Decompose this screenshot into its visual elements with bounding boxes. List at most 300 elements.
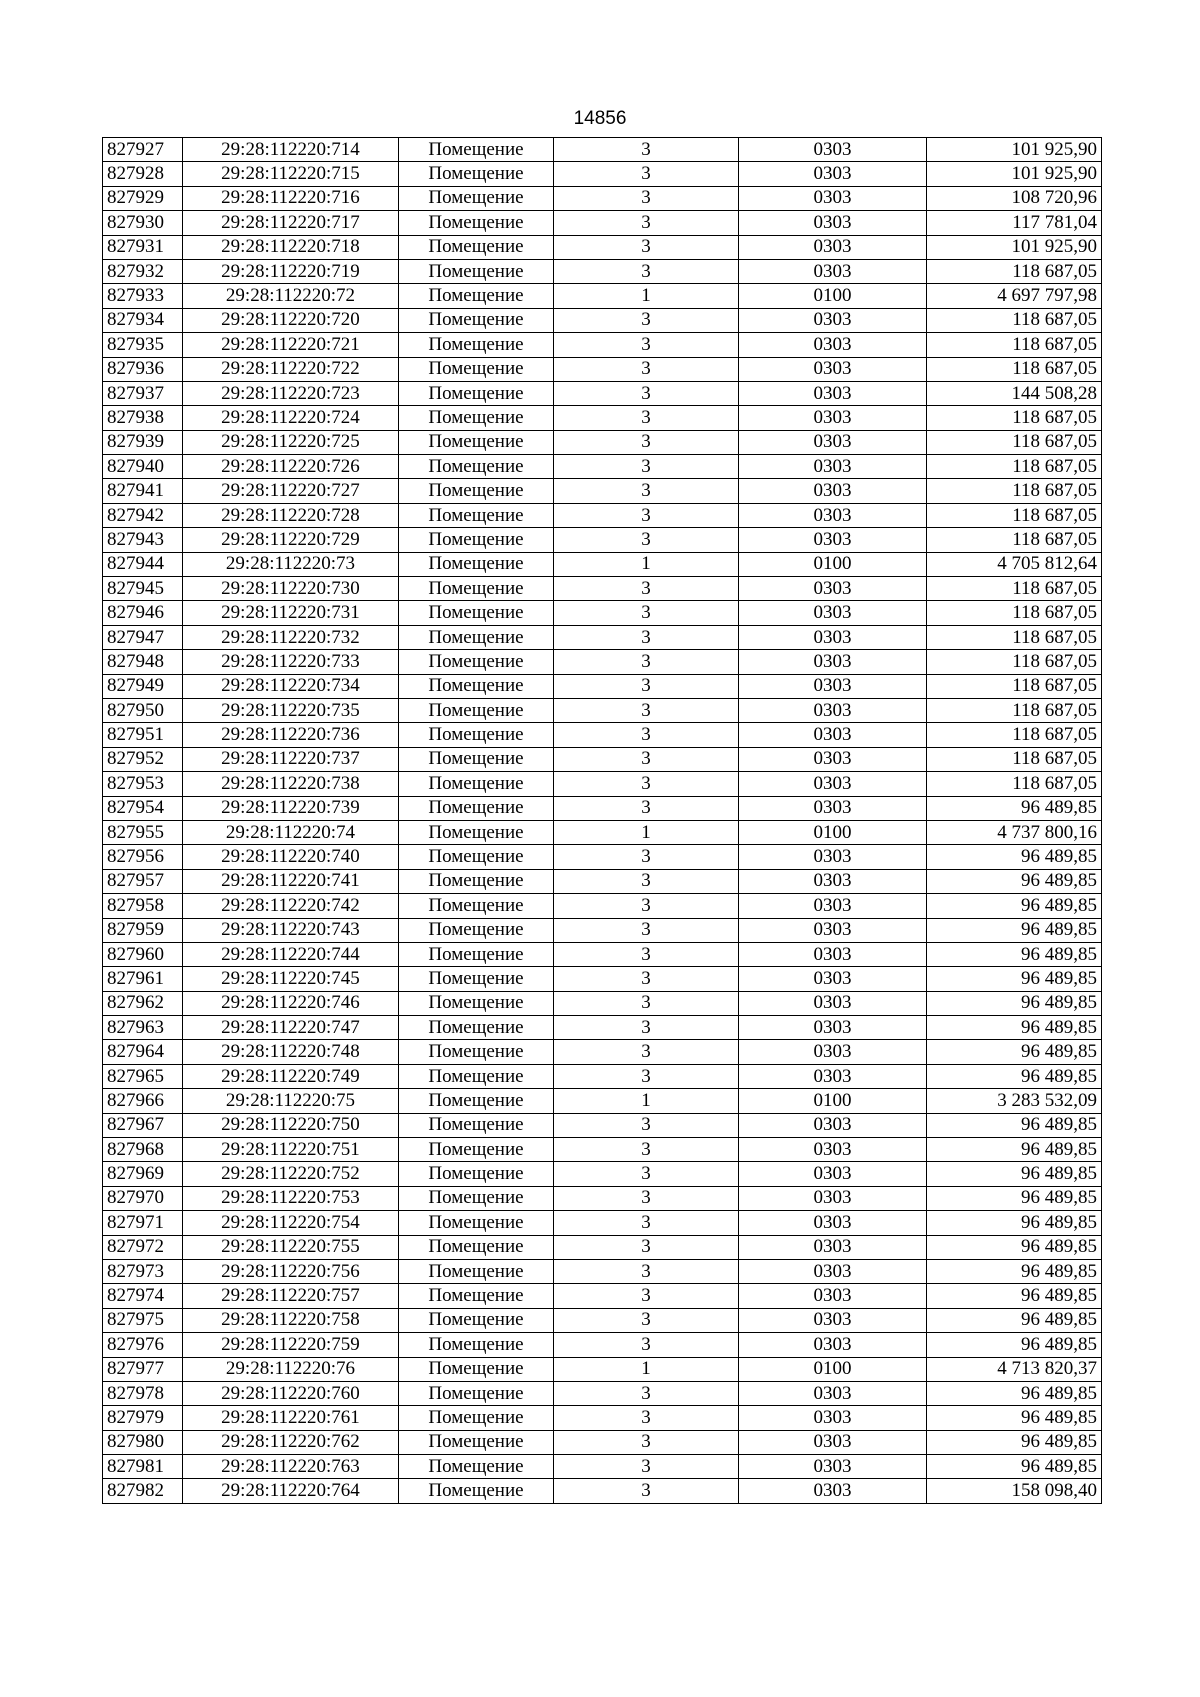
row-number-cell: 827930 xyxy=(103,211,183,235)
code-cell: 0303 xyxy=(739,577,927,601)
table-row xyxy=(103,455,1102,479)
code-cell: 0303 xyxy=(739,235,927,259)
row-number-cell: 827974 xyxy=(103,1284,183,1308)
object-type-cell: Помещение xyxy=(399,1455,554,1479)
page-number: 14856 xyxy=(573,108,627,129)
code-cell: 0303 xyxy=(739,1064,927,1088)
object-type-cell: Помещение xyxy=(399,333,554,357)
cadastral-value-cell: 96 489,85 xyxy=(927,1259,1102,1283)
group-cell: 1 xyxy=(554,820,739,844)
code-cell: 0100 xyxy=(739,820,927,844)
table-row xyxy=(103,577,1102,601)
object-type-cell: Помещение xyxy=(399,1186,554,1210)
row-number-cell: 827965 xyxy=(103,1064,183,1088)
group-cell: 3 xyxy=(554,479,739,503)
table-row xyxy=(103,1016,1102,1040)
table-row xyxy=(103,747,1102,771)
code-cell: 0303 xyxy=(739,1113,927,1137)
group-cell: 3 xyxy=(554,235,739,259)
cadastral-number-cell: 29:28:112220:740 xyxy=(183,845,399,869)
cadastral-number-cell: 29:28:112220:715 xyxy=(183,162,399,186)
code-cell: 0303 xyxy=(739,1455,927,1479)
cadastral-value-cell: 96 489,85 xyxy=(927,942,1102,966)
code-cell: 0303 xyxy=(739,503,927,527)
group-cell: 1 xyxy=(554,1089,739,1113)
group-cell: 3 xyxy=(554,1186,739,1210)
cadastral-number-cell: 29:28:112220:758 xyxy=(183,1308,399,1332)
cadastral-number-cell: 29:28:112220:745 xyxy=(183,967,399,991)
table-row xyxy=(103,796,1102,820)
table-row xyxy=(103,284,1102,308)
table-row xyxy=(103,820,1102,844)
group-cell: 3 xyxy=(554,1162,739,1186)
cadastral-number-cell: 29:28:112220:733 xyxy=(183,650,399,674)
object-type-cell: Помещение xyxy=(399,1113,554,1137)
code-cell: 0303 xyxy=(739,869,927,893)
code-cell: 0303 xyxy=(739,357,927,381)
object-type-cell: Помещение xyxy=(399,991,554,1015)
row-number-cell: 827960 xyxy=(103,942,183,966)
row-number-cell: 827933 xyxy=(103,284,183,308)
group-cell: 3 xyxy=(554,723,739,747)
group-cell: 3 xyxy=(554,674,739,698)
code-cell: 0303 xyxy=(739,308,927,332)
table-row xyxy=(103,552,1102,576)
cadastral-value-cell: 96 489,85 xyxy=(927,1064,1102,1088)
object-type-cell: Помещение xyxy=(399,845,554,869)
object-type-cell: Помещение xyxy=(399,1284,554,1308)
cadastral-value-cell: 96 489,85 xyxy=(927,967,1102,991)
cadastral-number-cell: 29:28:112220:739 xyxy=(183,796,399,820)
code-cell: 0303 xyxy=(739,650,927,674)
row-number-cell: 827981 xyxy=(103,1455,183,1479)
group-cell: 3 xyxy=(554,625,739,649)
cadastral-value-cell: 118 687,05 xyxy=(927,698,1102,722)
code-cell: 0303 xyxy=(739,1284,927,1308)
cadastral-number-cell: 29:28:112220:726 xyxy=(183,455,399,479)
cadastral-value-cell: 96 489,85 xyxy=(927,845,1102,869)
row-number-cell: 827940 xyxy=(103,455,183,479)
cadastral-number-cell: 29:28:112220:734 xyxy=(183,674,399,698)
cadastral-value-cell: 96 489,85 xyxy=(927,1333,1102,1357)
table-row xyxy=(103,162,1102,186)
group-cell: 3 xyxy=(554,1040,739,1064)
cadastral-number-cell: 29:28:112220:73 xyxy=(183,552,399,576)
row-number-cell: 827942 xyxy=(103,503,183,527)
table-row xyxy=(103,869,1102,893)
row-number-cell: 827969 xyxy=(103,1162,183,1186)
group-cell: 3 xyxy=(554,186,739,210)
code-cell: 0303 xyxy=(739,333,927,357)
row-number-cell: 827951 xyxy=(103,723,183,747)
code-cell: 0303 xyxy=(739,1235,927,1259)
table-row xyxy=(103,479,1102,503)
table-row xyxy=(103,1186,1102,1210)
row-number-cell: 827950 xyxy=(103,698,183,722)
row-number-cell: 827941 xyxy=(103,479,183,503)
code-cell: 0303 xyxy=(739,1333,927,1357)
cadastral-value-cell: 96 489,85 xyxy=(927,1406,1102,1430)
object-type-cell: Помещение xyxy=(399,357,554,381)
code-cell: 0303 xyxy=(739,1138,927,1162)
object-type-cell: Помещение xyxy=(399,479,554,503)
cadastral-number-cell: 29:28:112220:716 xyxy=(183,186,399,210)
row-number-cell: 827949 xyxy=(103,674,183,698)
object-type-cell: Помещение xyxy=(399,138,554,162)
table-row xyxy=(103,1259,1102,1283)
object-type-cell: Помещение xyxy=(399,1308,554,1332)
cadastral-value-cell: 96 489,85 xyxy=(927,796,1102,820)
group-cell: 3 xyxy=(554,357,739,381)
group-cell: 1 xyxy=(554,284,739,308)
group-cell: 3 xyxy=(554,1284,739,1308)
object-type-cell: Помещение xyxy=(399,820,554,844)
table-row xyxy=(103,1162,1102,1186)
table-row xyxy=(103,259,1102,283)
code-cell: 0303 xyxy=(739,796,927,820)
cadastral-value-cell: 96 489,85 xyxy=(927,1162,1102,1186)
table-row xyxy=(103,601,1102,625)
cadastral-value-cell: 96 489,85 xyxy=(927,1186,1102,1210)
table-row xyxy=(103,698,1102,722)
cadastral-number-cell: 29:28:112220:753 xyxy=(183,1186,399,1210)
object-type-cell: Помещение xyxy=(399,308,554,332)
cadastral-value-cell: 118 687,05 xyxy=(927,625,1102,649)
cadastral-value-cell: 96 489,85 xyxy=(927,1211,1102,1235)
row-number-cell: 827943 xyxy=(103,528,183,552)
row-number-cell: 827970 xyxy=(103,1186,183,1210)
table-row xyxy=(103,918,1102,942)
row-number-cell: 827966 xyxy=(103,1089,183,1113)
row-number-cell: 827955 xyxy=(103,820,183,844)
table-row xyxy=(103,308,1102,332)
group-cell: 3 xyxy=(554,503,739,527)
code-cell: 0303 xyxy=(739,1406,927,1430)
group-cell: 3 xyxy=(554,1308,739,1332)
code-cell: 0303 xyxy=(739,479,927,503)
code-cell: 0303 xyxy=(739,674,927,698)
row-number-cell: 827938 xyxy=(103,406,183,430)
cadastral-number-cell: 29:28:112220:721 xyxy=(183,333,399,357)
code-cell: 0303 xyxy=(739,1259,927,1283)
row-number-cell: 827936 xyxy=(103,357,183,381)
cadastral-number-cell: 29:28:112220:75 xyxy=(183,1089,399,1113)
object-type-cell: Помещение xyxy=(399,235,554,259)
group-cell: 3 xyxy=(554,845,739,869)
group-cell: 3 xyxy=(554,650,739,674)
code-cell: 0303 xyxy=(739,1308,927,1332)
cadastral-number-cell: 29:28:112220:717 xyxy=(183,211,399,235)
group-cell: 3 xyxy=(554,138,739,162)
code-cell: 0303 xyxy=(739,1479,927,1503)
code-cell: 0303 xyxy=(739,1186,927,1210)
cadastral-value-cell: 96 489,85 xyxy=(927,1016,1102,1040)
group-cell: 3 xyxy=(554,1381,739,1405)
cadastral-value-cell: 4 737 800,16 xyxy=(927,820,1102,844)
object-type-cell: Помещение xyxy=(399,1259,554,1283)
code-cell: 0303 xyxy=(739,1016,927,1040)
object-type-cell: Помещение xyxy=(399,1406,554,1430)
cadastral-number-cell: 29:28:112220:751 xyxy=(183,1138,399,1162)
cadastral-number-cell: 29:28:112220:743 xyxy=(183,918,399,942)
table-row xyxy=(103,1064,1102,1088)
cadastral-number-cell: 29:28:112220:764 xyxy=(183,1479,399,1503)
row-number-cell: 827959 xyxy=(103,918,183,942)
cadastral-value-cell: 144 508,28 xyxy=(927,381,1102,405)
code-cell: 0100 xyxy=(739,284,927,308)
cadastral-number-cell: 29:28:112220:759 xyxy=(183,1333,399,1357)
object-type-cell: Помещение xyxy=(399,650,554,674)
cadastral-number-cell: 29:28:112220:723 xyxy=(183,381,399,405)
object-type-cell: Помещение xyxy=(399,1333,554,1357)
cadastral-value-cell: 3 283 532,09 xyxy=(927,1089,1102,1113)
table-row xyxy=(103,723,1102,747)
cadastral-value-cell: 118 687,05 xyxy=(927,503,1102,527)
object-type-cell: Помещение xyxy=(399,406,554,430)
table-row xyxy=(103,1381,1102,1405)
group-cell: 3 xyxy=(554,894,739,918)
row-number-cell: 827971 xyxy=(103,1211,183,1235)
row-number-cell: 827947 xyxy=(103,625,183,649)
table-row xyxy=(103,894,1102,918)
cadastral-value-cell: 96 489,85 xyxy=(927,1430,1102,1454)
table-row xyxy=(103,1430,1102,1454)
group-cell: 3 xyxy=(554,601,739,625)
cadastral-value-cell: 4 713 820,37 xyxy=(927,1357,1102,1381)
table-row xyxy=(103,1357,1102,1381)
cadastral-number-cell: 29:28:112220:730 xyxy=(183,577,399,601)
cadastral-number-cell: 29:28:112220:76 xyxy=(183,1357,399,1381)
group-cell: 3 xyxy=(554,772,739,796)
code-cell: 0303 xyxy=(739,1040,927,1064)
cadastral-value-cell: 118 687,05 xyxy=(927,650,1102,674)
cadastral-value-cell: 118 687,05 xyxy=(927,723,1102,747)
cadastral-value-cell: 118 687,05 xyxy=(927,357,1102,381)
row-number-cell: 827928 xyxy=(103,162,183,186)
cadastral-number-cell: 29:28:112220:742 xyxy=(183,894,399,918)
cadastral-number-cell: 29:28:112220:724 xyxy=(183,406,399,430)
table-row xyxy=(103,772,1102,796)
row-number-cell: 827962 xyxy=(103,991,183,1015)
object-type-cell: Помещение xyxy=(399,772,554,796)
cadastral-number-cell: 29:28:112220:729 xyxy=(183,528,399,552)
object-type-cell: Помещение xyxy=(399,1040,554,1064)
group-cell: 3 xyxy=(554,381,739,405)
row-number-cell: 827948 xyxy=(103,650,183,674)
row-number-cell: 827931 xyxy=(103,235,183,259)
table-row xyxy=(103,1333,1102,1357)
cadastral-number-cell: 29:28:112220:735 xyxy=(183,698,399,722)
cadastral-number-cell: 29:28:112220:714 xyxy=(183,138,399,162)
row-number-cell: 827968 xyxy=(103,1138,183,1162)
group-cell: 3 xyxy=(554,1138,739,1162)
object-type-cell: Помещение xyxy=(399,1211,554,1235)
cadastral-number-cell: 29:28:112220:727 xyxy=(183,479,399,503)
row-number-cell: 827982 xyxy=(103,1479,183,1503)
object-type-cell: Помещение xyxy=(399,1016,554,1040)
cadastral-number-cell: 29:28:112220:755 xyxy=(183,1235,399,1259)
table-row xyxy=(103,1455,1102,1479)
table-row xyxy=(103,1138,1102,1162)
code-cell: 0303 xyxy=(739,528,927,552)
object-type-cell: Помещение xyxy=(399,259,554,283)
row-number-cell: 827976 xyxy=(103,1333,183,1357)
group-cell: 3 xyxy=(554,162,739,186)
cadastral-value-cell: 118 687,05 xyxy=(927,479,1102,503)
code-cell: 0303 xyxy=(739,918,927,942)
table-row xyxy=(103,1089,1102,1113)
cadastral-value-cell: 101 925,90 xyxy=(927,162,1102,186)
table-row xyxy=(103,942,1102,966)
cadastral-value-cell: 96 489,85 xyxy=(927,1455,1102,1479)
table-row xyxy=(103,333,1102,357)
cadastral-value-cell: 96 489,85 xyxy=(927,991,1102,1015)
object-type-cell: Помещение xyxy=(399,162,554,186)
cadastral-number-cell: 29:28:112220:731 xyxy=(183,601,399,625)
cadastral-value-cell: 96 489,85 xyxy=(927,1040,1102,1064)
cadastral-value-cell: 118 687,05 xyxy=(927,772,1102,796)
code-cell: 0303 xyxy=(739,747,927,771)
group-cell: 3 xyxy=(554,967,739,991)
row-number-cell: 827937 xyxy=(103,381,183,405)
table-row xyxy=(103,650,1102,674)
table-row xyxy=(103,967,1102,991)
group-cell: 3 xyxy=(554,455,739,479)
object-type-cell: Помещение xyxy=(399,894,554,918)
cadastral-number-cell: 29:28:112220:760 xyxy=(183,1381,399,1405)
object-type-cell: Помещение xyxy=(399,455,554,479)
code-cell: 0303 xyxy=(739,1211,927,1235)
cadastral-value-cell: 4 705 812,64 xyxy=(927,552,1102,576)
group-cell: 3 xyxy=(554,1333,739,1357)
cadastral-value-cell: 4 697 797,98 xyxy=(927,284,1102,308)
cadastral-number-cell: 29:28:112220:744 xyxy=(183,942,399,966)
code-cell: 0303 xyxy=(739,625,927,649)
object-type-cell: Помещение xyxy=(399,1235,554,1259)
group-cell: 1 xyxy=(554,552,739,576)
cadastral-number-cell: 29:28:112220:732 xyxy=(183,625,399,649)
table-row xyxy=(103,625,1102,649)
group-cell: 3 xyxy=(554,747,739,771)
object-type-cell: Помещение xyxy=(399,284,554,308)
row-number-cell: 827929 xyxy=(103,186,183,210)
cadastral-number-cell: 29:28:112220:718 xyxy=(183,235,399,259)
code-cell: 0100 xyxy=(739,552,927,576)
group-cell: 3 xyxy=(554,942,739,966)
group-cell: 3 xyxy=(554,1016,739,1040)
object-type-cell: Помещение xyxy=(399,1089,554,1113)
cadastral-number-cell: 29:28:112220:728 xyxy=(183,503,399,527)
cadastral-number-cell: 29:28:112220:754 xyxy=(183,1211,399,1235)
object-type-cell: Помещение xyxy=(399,1381,554,1405)
code-cell: 0303 xyxy=(739,967,927,991)
row-number-cell: 827979 xyxy=(103,1406,183,1430)
cadastral-number-cell: 29:28:112220:722 xyxy=(183,357,399,381)
object-type-cell: Помещение xyxy=(399,747,554,771)
cadastral-number-cell: 29:28:112220:74 xyxy=(183,820,399,844)
row-number-cell: 827946 xyxy=(103,601,183,625)
table-row xyxy=(103,1308,1102,1332)
row-number-cell: 827975 xyxy=(103,1308,183,1332)
cadastral-value-cell: 118 687,05 xyxy=(927,259,1102,283)
cadastral-value-cell: 118 687,05 xyxy=(927,577,1102,601)
group-cell: 3 xyxy=(554,1455,739,1479)
cadastral-value-cell: 96 489,85 xyxy=(927,1284,1102,1308)
cadastral-number-cell: 29:28:112220:757 xyxy=(183,1284,399,1308)
table-row xyxy=(103,406,1102,430)
row-number-cell: 827967 xyxy=(103,1113,183,1137)
cadastral-value-cell: 158 098,40 xyxy=(927,1479,1102,1503)
code-cell: 0303 xyxy=(739,772,927,796)
group-cell: 1 xyxy=(554,1357,739,1381)
group-cell: 3 xyxy=(554,1235,739,1259)
table-row xyxy=(103,430,1102,454)
group-cell: 3 xyxy=(554,1064,739,1088)
object-type-cell: Помещение xyxy=(399,869,554,893)
object-type-cell: Помещение xyxy=(399,723,554,747)
group-cell: 3 xyxy=(554,406,739,430)
table-row xyxy=(103,845,1102,869)
object-type-cell: Помещение xyxy=(399,430,554,454)
cadastral-number-cell: 29:28:112220:747 xyxy=(183,1016,399,1040)
row-number-cell: 827958 xyxy=(103,894,183,918)
table-row xyxy=(103,235,1102,259)
cadastral-number-cell: 29:28:112220:72 xyxy=(183,284,399,308)
cadastral-value-cell: 118 687,05 xyxy=(927,333,1102,357)
code-cell: 0303 xyxy=(739,1381,927,1405)
table-row xyxy=(103,1479,1102,1503)
cadastral-value-cell: 96 489,85 xyxy=(927,1113,1102,1137)
code-cell: 0303 xyxy=(739,1162,927,1186)
object-type-cell: Помещение xyxy=(399,918,554,942)
code-cell: 0303 xyxy=(739,406,927,430)
group-cell: 3 xyxy=(554,918,739,942)
table-row xyxy=(103,357,1102,381)
code-cell: 0303 xyxy=(739,698,927,722)
row-number-cell: 827944 xyxy=(103,552,183,576)
group-cell: 3 xyxy=(554,333,739,357)
group-cell: 3 xyxy=(554,1259,739,1283)
group-cell: 3 xyxy=(554,1479,739,1503)
code-cell: 0303 xyxy=(739,211,927,235)
row-number-cell: 827927 xyxy=(103,138,183,162)
row-number-cell: 827961 xyxy=(103,967,183,991)
cadastral-value-cell: 118 687,05 xyxy=(927,528,1102,552)
group-cell: 3 xyxy=(554,259,739,283)
row-number-cell: 827972 xyxy=(103,1235,183,1259)
code-cell: 0303 xyxy=(739,162,927,186)
cadastral-number-cell: 29:28:112220:750 xyxy=(183,1113,399,1137)
code-cell: 0303 xyxy=(739,186,927,210)
cadastral-value-cell: 118 687,05 xyxy=(927,455,1102,479)
code-cell: 0303 xyxy=(739,723,927,747)
group-cell: 3 xyxy=(554,796,739,820)
table-row xyxy=(103,211,1102,235)
cadastral-value-cell: 118 687,05 xyxy=(927,747,1102,771)
table-row xyxy=(103,503,1102,527)
cadastral-number-cell: 29:28:112220:738 xyxy=(183,772,399,796)
row-number-cell: 827945 xyxy=(103,577,183,601)
group-cell: 3 xyxy=(554,1113,739,1137)
cadastral-value-cell: 96 489,85 xyxy=(927,1381,1102,1405)
cadastral-number-cell: 29:28:112220:720 xyxy=(183,308,399,332)
row-number-cell: 827977 xyxy=(103,1357,183,1381)
cadastral-number-cell: 29:28:112220:719 xyxy=(183,259,399,283)
code-cell: 0303 xyxy=(739,430,927,454)
object-type-cell: Помещение xyxy=(399,528,554,552)
cadastral-value-cell: 96 489,85 xyxy=(927,869,1102,893)
table-row xyxy=(103,138,1102,162)
